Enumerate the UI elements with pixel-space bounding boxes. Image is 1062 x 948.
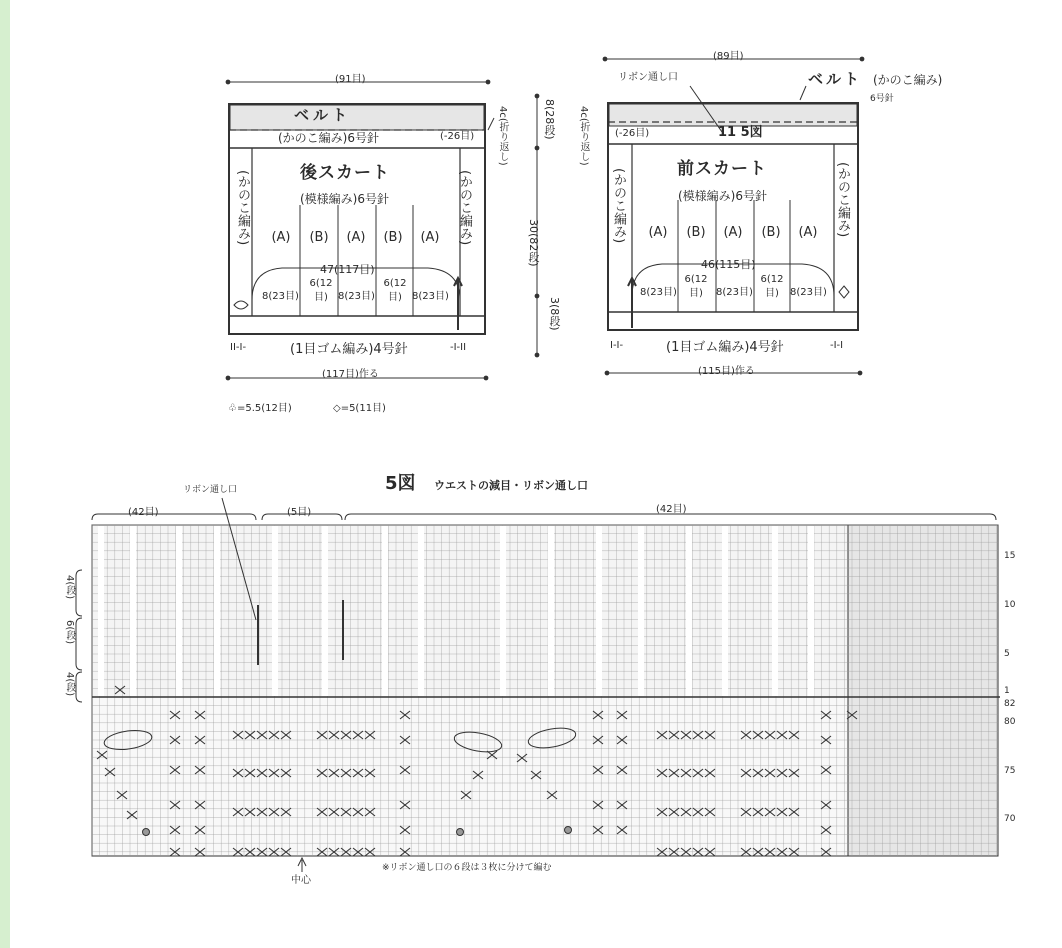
- front-cast-on-dimension-end: [858, 371, 863, 376]
- fig5-column-gap: [808, 526, 814, 696]
- fig5-shaded-block: [848, 525, 998, 856]
- front-cast-on-dimension-end: [605, 371, 610, 376]
- fig5-ribbon-note: リボン通し口: [183, 485, 238, 495]
- fig5-side-rows: 4(段): [64, 672, 75, 697]
- front-belt-title: ベルト: [808, 70, 863, 88]
- back-panel: (B): [383, 230, 403, 245]
- front-panel: (A): [723, 225, 743, 240]
- front-belt-subtitle: (かのこ編み): [873, 73, 943, 87]
- fig5-column-gap: [686, 526, 692, 696]
- fig5-column-gap: [272, 526, 278, 696]
- fig5-column-gap: [98, 526, 104, 696]
- back-cast-on: (117目)作る: [322, 369, 379, 380]
- front-total-width: (89目): [713, 51, 744, 62]
- back-panel: (A): [420, 230, 440, 245]
- fig5-center-arrow: [298, 858, 306, 872]
- fig5-row-number: 70: [1004, 814, 1016, 824]
- front-rib-right: -I-I: [830, 340, 844, 351]
- fig5-row-number: 75: [1004, 766, 1016, 776]
- front-skirt-title: 前スカート: [677, 159, 767, 179]
- fig5-column-gap: [214, 526, 220, 696]
- front-diamond-marker: [839, 286, 849, 298]
- height-tick: [535, 294, 540, 299]
- fig5-row-number: 1: [1004, 686, 1010, 696]
- front-side-left: (かのこ編み): [611, 168, 626, 244]
- back-belt-title: ベルト: [294, 106, 352, 124]
- front-panel: (B): [686, 225, 706, 240]
- front-width-dimension-end: [603, 57, 608, 62]
- fig5-column-gap: [772, 526, 778, 696]
- fig5-width-left: (42目): [128, 507, 159, 518]
- fig5-side-rows: 4(段): [64, 575, 75, 600]
- fig5-side-bracket: [76, 672, 82, 702]
- fig5-column-gap: [130, 526, 136, 696]
- fig5-side-bracket: [76, 618, 82, 670]
- back-cast-on-dimension-end: [484, 376, 489, 381]
- back-total-width: (91目): [335, 74, 366, 85]
- fig5-width-right: (42目): [656, 504, 687, 515]
- fig5-column-gap: [596, 526, 602, 696]
- front-cast-on: (115目)作る: [698, 366, 755, 377]
- back-cast-on-dimension-end: [226, 376, 231, 381]
- back-side-right: (かのこ編み): [457, 170, 472, 246]
- back-panel: (A): [346, 230, 366, 245]
- back-count: 6(12目): [383, 278, 407, 303]
- height-tick: [535, 146, 540, 151]
- fig5-center-label: 中心: [291, 875, 311, 886]
- front-ribbon-note: リボン通し口: [618, 72, 678, 83]
- fig5-row-number: 10: [1004, 600, 1016, 610]
- fig5-title: 5図: [385, 473, 416, 494]
- height-tick: [535, 94, 540, 99]
- front-belt-band: [609, 104, 857, 126]
- fig5-row-number: 5: [1004, 649, 1010, 659]
- front-panel: (A): [798, 225, 818, 240]
- legend-club: ♧=5.5(12目): [228, 403, 292, 414]
- back-belt-decrease: (-26目): [440, 131, 475, 142]
- back-count: 8(23目): [338, 291, 375, 302]
- front-rib-left: I-I-: [610, 340, 624, 351]
- fig5-subtitle: ウエストの減目・リボン通し口: [434, 479, 588, 492]
- legend-diamond: ◇=5(11目): [333, 403, 386, 414]
- back-skirt-title: 後スカート: [300, 163, 390, 183]
- fig5-row-number: 82: [1004, 699, 1016, 709]
- front-fold-label: 4c(折り返し): [578, 106, 589, 166]
- fig5-brace-left: [92, 514, 256, 520]
- fig5-column-gap: [548, 526, 554, 696]
- back-belt-band: [230, 105, 484, 130]
- fig5-column-gap: [176, 526, 182, 696]
- fig5-side-bracket: [76, 570, 82, 616]
- front-side-right: (かのこ編み): [835, 162, 850, 238]
- front-side-arrow: [628, 278, 636, 328]
- front-count: 6(12目): [760, 274, 784, 299]
- front-belt-needle: 6号針: [870, 94, 894, 104]
- back-side-arrow: [454, 278, 462, 330]
- back-club-marker: [234, 301, 248, 309]
- back-fold-label: 4c(折り返し): [497, 106, 508, 166]
- front-count: 8(23目): [790, 287, 827, 298]
- fig5-row-number: 15: [1004, 551, 1016, 561]
- fig5-column-gap: [638, 526, 644, 696]
- front-belt-leader: [800, 86, 806, 100]
- front-count: 8(23目): [716, 287, 753, 298]
- back-belt-subtitle: (かのこ編み)6号針: [278, 131, 379, 145]
- back-panel: (B): [309, 230, 329, 245]
- fig5-footnote: ※リボン通し口の６段は３枚に分けて編む: [382, 863, 552, 873]
- front-count: 8(23目): [640, 287, 677, 298]
- front-width-mid: 46(115目): [701, 258, 756, 271]
- back-rib-right: -I-II: [450, 342, 467, 353]
- front-count: 6(12目): [684, 274, 708, 299]
- fig5-column-gap: [382, 526, 388, 696]
- back-side-left: (かのこ編み): [235, 170, 250, 246]
- back-panel: (A): [271, 230, 291, 245]
- back-width-mid: 47(117目): [320, 263, 375, 276]
- back-fold-leader: [488, 118, 494, 130]
- fig5-column-gap: [418, 526, 424, 696]
- front-width-dimension-end: [860, 57, 865, 62]
- fig5-width-mid: (5目): [287, 507, 312, 518]
- fig5-column-gap: [322, 526, 328, 696]
- back-stitch-label: (模様編み)6号針: [300, 192, 389, 206]
- back-rib-left: II-I-: [230, 342, 247, 353]
- back-count: 6(12目): [309, 278, 333, 303]
- fig5-column-gap: [500, 526, 506, 696]
- back-width-dimension-end: [226, 80, 231, 85]
- height-rib: 3(8段): [548, 297, 561, 331]
- height-belt: 8(28段): [543, 99, 556, 140]
- front-panel: (A): [648, 225, 668, 240]
- fig5-row-number: 80: [1004, 717, 1016, 727]
- fig5-side-rows: 6(段): [64, 620, 75, 645]
- height-body: 30(82段): [527, 219, 540, 267]
- back-width-dimension-end: [486, 80, 491, 85]
- fig5-loop-end: [457, 829, 464, 836]
- back-count: 8(23目): [412, 291, 449, 302]
- back-rib-label: (1目ゴム編み)4号針: [290, 342, 408, 357]
- front-belt-decrease: (-26目): [615, 128, 650, 139]
- fig5-loop-end: [565, 827, 572, 834]
- front-figure-ref: 11 5図: [718, 125, 763, 140]
- front-rib-label: (1目ゴム編み)4号針: [666, 340, 784, 355]
- fig5-loop-end: [143, 829, 150, 836]
- back-count: 8(23目): [262, 291, 299, 302]
- front-stitch-label: (模様編み)6号針: [678, 189, 767, 203]
- height-tick: [535, 353, 540, 358]
- fig5-column-gap: [722, 526, 728, 696]
- front-panel: (B): [761, 225, 781, 240]
